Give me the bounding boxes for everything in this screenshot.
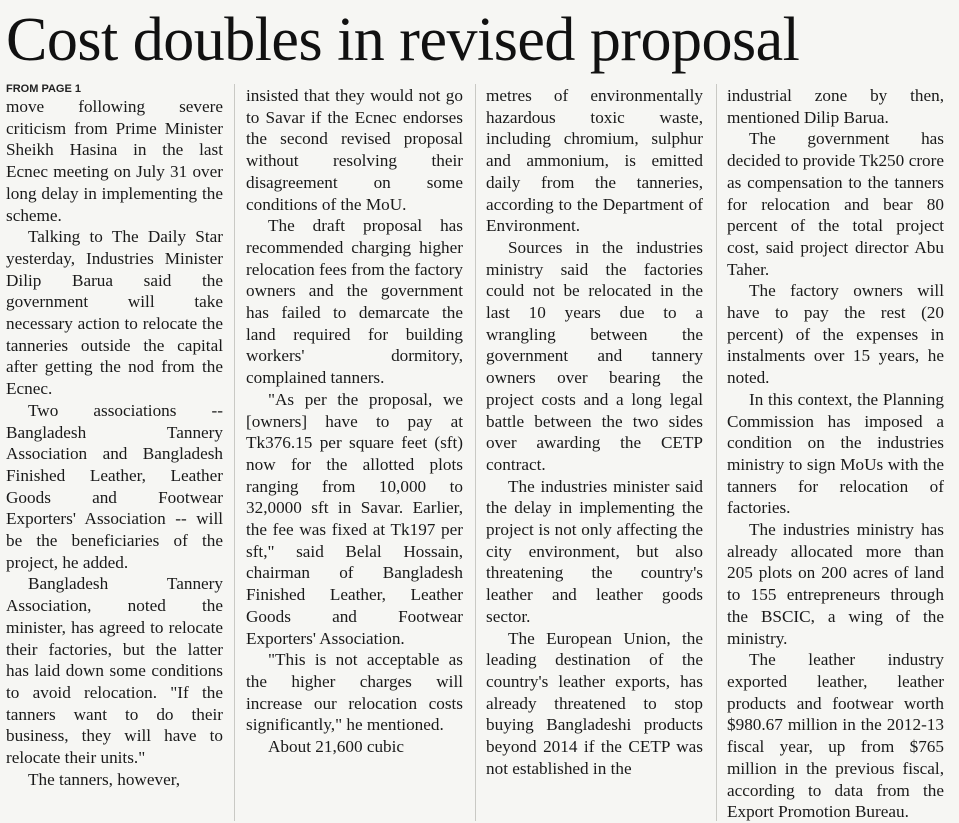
article-column-3 <box>486 85 703 780</box>
article-column-4 <box>727 85 944 823</box>
article-paragraph: The industries minister said the delay in implementing the project is not only affecting the city environment, but also threatening the country's leather and leather goods sector. <box>486 476 703 626</box>
article-paragraph: industrial zone by then, mentioned Dilip Barua. <box>727 86 944 127</box>
article-paragraph: Talking to The Daily Star yesterday, Industries Minister Dilip Barua said the government will take necessary action to relocate the tanneries outside the capital after getting the nod from the Ecnec. <box>6 227 223 399</box>
article-paragraph: move following severe criticism from Prime Minister Sheikh Hasina in the last Ecnec meeting on July 31 over long delay in implementing the scheme. <box>6 97 223 225</box>
article-paragraph: The European Union, the leading destination of the country's leather exports, has already threatened to stop buying Bangladeshi products beyond 2014 if the CETP was not established in the <box>486 628 703 778</box>
article-paragraph: Two associations -- Bangladesh Tannery Association and Bangladesh Finished Leather, Leather Goods and Footwear Exporters' Association -- will be the beneficiaries of the project, he added. <box>6 400 223 572</box>
article-paragraph: The factory owners will have to pay the rest (20 percent) of the expenses in instalments over 15 years, he noted. <box>727 281 944 388</box>
article-paragraph: "This is not acceptable as the higher charges will increase our relocation costs significantly," he mentioned. <box>246 650 463 735</box>
article-paragraph: Bangladesh Tannery Association, noted the minister, has agreed to relocate their factories, but the latter has laid down some conditions to avoid relocation. "If the tanners want to do their business, they will have to relocate their units." <box>6 574 223 768</box>
article-column-2 <box>246 85 463 758</box>
article-paragraph: insisted that they would not go to Savar if the Ecnec endorses the second revised proposal without resolving their disagreement on some conditions of the MoU. <box>246 86 463 214</box>
article-paragraph: The leather industry exported leather, leather products and footwear worth $980.67 million in the 2012-13 fiscal year, up from $765 million in the previous fiscal, according to data from the Export Promotion Bureau. <box>727 650 944 822</box>
column-divider <box>716 84 717 821</box>
article-paragraph: "As per the proposal, we [owners] have to pay at Tk376.15 per square feet (sft) now for the allotted plots ranging from 10,000 to 32,0000 sft in Savar. Earlier, the fee was fixed at Tk197 per sft," said Belal Hossain, chairman of Bangladesh Finished Leather, Leather Goods and Footwear Exporters' Association. <box>246 389 463 648</box>
article-column-1 <box>6 96 223 791</box>
article-paragraph: The industries ministry has already allocated more than 205 plots on 200 acres of land to 155 entrepreneurs through the BSCIC, a wing of the ministry. <box>727 520 944 648</box>
article-paragraph: Sources in the industries ministry said the factories could not be relocated in the last 10 years due to a wrangling between the government and tannery owners over bearing the project costs and a long legal battle between the two sides over awarding the CETP contract. <box>486 237 703 474</box>
column-divider <box>475 84 476 821</box>
article-paragraph: The tanners, however, <box>28 769 181 789</box>
article-paragraph: metres of environmentally hazardous toxic waste, including chromium, sulphur and ammonium, is emitted daily from the tanneries, according to the Department of Environment. <box>486 86 703 236</box>
jump-label: FROM PAGE 1 <box>6 83 81 95</box>
article-paragraph: About 21,600 cubic <box>268 737 405 757</box>
column-divider <box>234 84 235 821</box>
headline: Cost doubles in revised proposal <box>6 6 800 74</box>
article-paragraph: The draft proposal has recommended charging higher relocation fees from the factory owners and the government has failed to demarcate the land required for building workers' dormitory, complained tanners. <box>246 216 463 388</box>
article-paragraph: In this context, the Planning Commission has imposed a condition on the industries ministry to sign MoUs with the tanners for relocation of factories. <box>727 389 944 518</box>
article-paragraph: The government has decided to provide Tk250 crore as compensation to the tanners for relocation and bear 80 percent of the total project cost, said project director Abu Taher. <box>727 129 944 279</box>
